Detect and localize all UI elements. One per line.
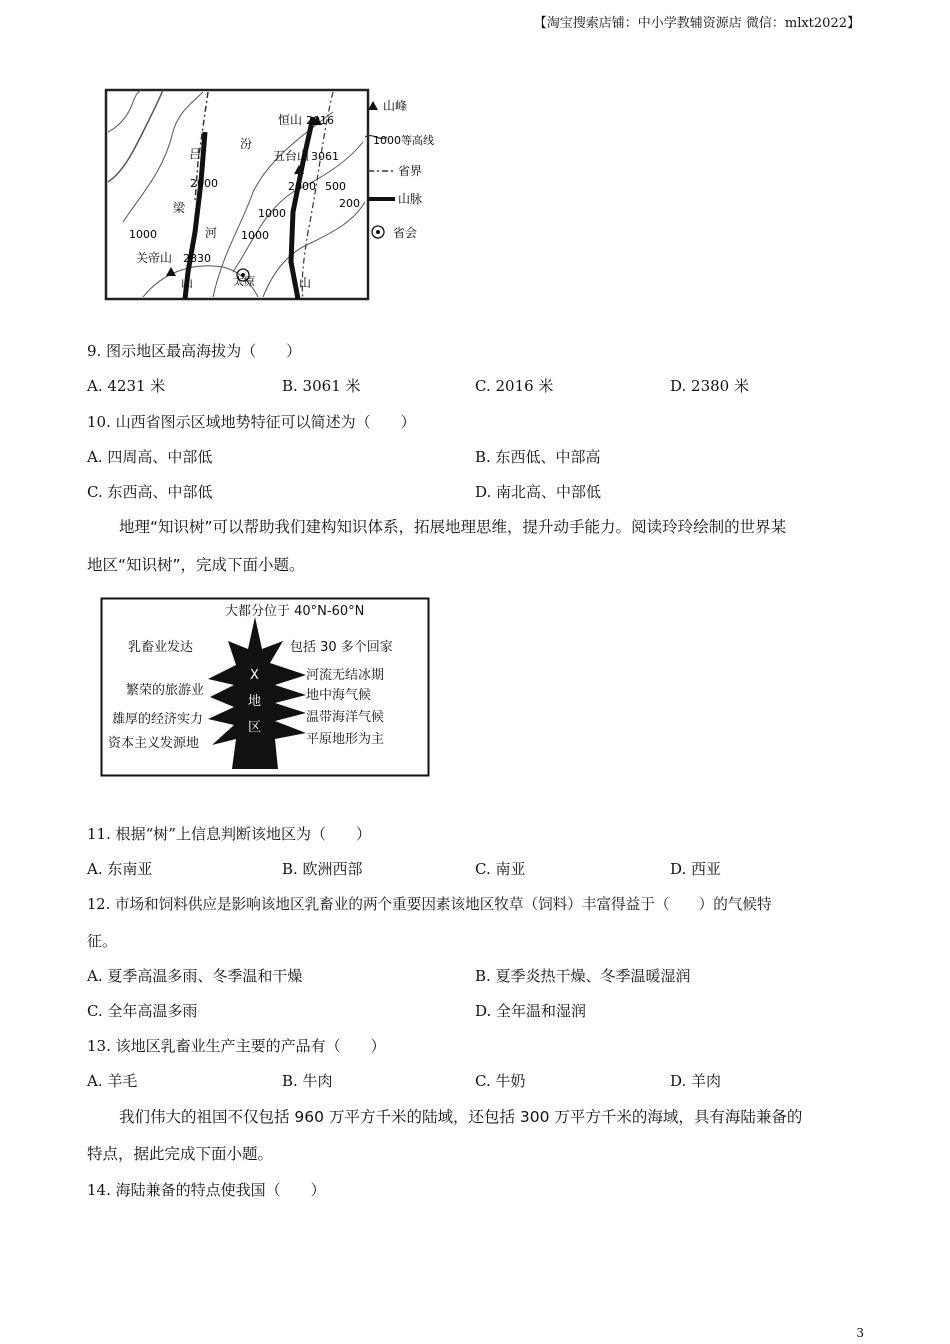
svg-text:1000: 1000 [129, 228, 157, 241]
svg-text:200: 200 [339, 197, 360, 210]
page-header: 【淘宝搜索店铺：中小学教辅资源店 微信：mlxt2022】 [533, 16, 860, 31]
q10-option-d[interactable]: D. 南北高、中部低 [475, 483, 602, 501]
tree-trunk-x: X [250, 668, 259, 683]
svg-text:3061: 3061 [311, 150, 339, 163]
svg-text:1000: 1000 [241, 229, 269, 242]
tree-trunk-qu: 区 [248, 720, 262, 735]
q13-option-c[interactable]: C. 牛奶 [475, 1072, 526, 1090]
q11-option-d[interactable]: D. 西亚 [670, 860, 722, 878]
legend-border: 省界 [398, 164, 423, 178]
question-13: 13. 该地区乳畜业生产主要的产品有（ ） [87, 1037, 386, 1055]
svg-text:关帝山: 关帝山 [136, 251, 173, 265]
svg-text:2000: 2000 [288, 180, 316, 193]
tree-right-3: 地中海气候 [306, 688, 372, 703]
svg-text:吕: 吕 [189, 147, 202, 161]
q11-option-b[interactable]: B. 欧洲西部 [282, 860, 363, 878]
svg-text:2000: 2000 [190, 177, 218, 190]
svg-text:河: 河 [205, 226, 218, 240]
question-11: 11. 根据“树”上信息判断该地区为（ ） [87, 825, 371, 843]
legend-capital: 省会 [393, 226, 418, 240]
legend-contour: 1000等高线 [373, 134, 434, 147]
q10-option-c[interactable]: C. 东西高、中部低 [87, 483, 213, 501]
tree-trunk-di: 地 [248, 694, 262, 709]
shanxi-terrain-map [103, 72, 448, 304]
label-wutai: 五台山 [273, 149, 310, 163]
tree-right-1: 包括 30 多个回家 [290, 640, 393, 655]
svg-text:山: 山 [299, 276, 312, 290]
svg-text:汾: 汾 [240, 137, 253, 151]
q11-option-c[interactable]: C. 南亚 [475, 860, 526, 878]
q13-option-a[interactable]: A. 羊毛 [87, 1072, 138, 1090]
svg-text:2016: 2016 [306, 114, 334, 127]
passage-1-line-1: 地理“知识树”可以帮助我们建构知识体系，拓展地理思维，提升动手能力。阅读玲玲绘制的世界某 [119, 518, 787, 536]
question-12-line-2: 征。 [87, 932, 118, 950]
passage-2-line-1: 我们伟大的祖国不仅包括 960 万平方千米的陆域，还包括 300 万平方千米的海域，具有海陆兼备的 [119, 1108, 803, 1126]
question-9: 9. 图示地区最高海拔为（ ） [87, 342, 302, 360]
question-14: 14. 海陆兼备的特点使我国（ ） [87, 1181, 326, 1199]
q13-option-d[interactable]: D. 羊肉 [670, 1072, 722, 1090]
q12-option-c[interactable]: C. 全年高温多雨 [87, 1002, 198, 1020]
legend-mountain: 山脉 [398, 192, 423, 206]
q10-option-b[interactable]: B. 东西低、中部高 [475, 448, 601, 466]
passage-1-line-2: 地区“知识树”，完成下面小题。 [87, 556, 305, 574]
question-10: 10. 山西省图示区域地势特征可以简述为（ ） [87, 413, 416, 431]
label-hengshan: 恒山 [278, 113, 303, 127]
page-number: 3 [856, 1326, 864, 1340]
passage-2-line-2: 特点，据此完成下面小题。 [87, 1145, 274, 1163]
tree-right-4: 温带海洋气候 [306, 710, 385, 725]
svg-text:500: 500 [325, 180, 346, 193]
tree-left-4: 资本主义发源地 [108, 736, 200, 751]
q10-option-a[interactable]: A. 四周高、中部低 [87, 448, 213, 466]
svg-text:山: 山 [181, 276, 194, 290]
q9-option-d[interactable]: D. 2380 米 [670, 377, 749, 395]
knowledge-tree-figure [100, 597, 430, 777]
legend-peak-icon [368, 101, 378, 110]
q12-option-b[interactable]: B. 夏季炎热干燥、冬季温暖湿润 [475, 967, 691, 985]
tree-left-3: 雄厚的经济实力 [112, 712, 204, 727]
tree-left-1: 乳畜业发达 [128, 640, 194, 655]
question-12-line-1: 12. 市场和饲料供应是影响该地区乳畜业的两个重要因素该地区牧草（饲料）丰富得益于（ ）的气候特 [87, 896, 772, 913]
svg-text:2830: 2830 [183, 252, 211, 265]
q12-option-a[interactable]: A. 夏季高温多雨、冬季温和干燥 [87, 967, 303, 985]
q11-option-a[interactable]: A. 东南亚 [87, 860, 153, 878]
q9-option-b[interactable]: B. 3061 米 [282, 377, 361, 395]
svg-text:梁: 梁 [173, 201, 186, 215]
tree-top-label: 大都分位于 40°N-60°N [225, 604, 365, 619]
q9-option-c[interactable]: C. 2016 米 [475, 377, 554, 395]
q9-option-a[interactable]: A. 4231 米 [87, 377, 166, 395]
tree-right-2: 河流无结冰期 [306, 668, 385, 683]
tree-right-5: 平原地形为主 [306, 732, 385, 747]
tree-left-2: 繁荣的旅游业 [126, 683, 205, 698]
legend-peak: 山峰 [383, 99, 408, 113]
q12-option-d[interactable]: D. 全年温和湿润 [475, 1002, 587, 1020]
q13-option-b[interactable]: B. 牛肉 [282, 1072, 333, 1090]
svg-text:1000: 1000 [258, 207, 286, 220]
svg-text:太原: 太原 [233, 275, 255, 288]
